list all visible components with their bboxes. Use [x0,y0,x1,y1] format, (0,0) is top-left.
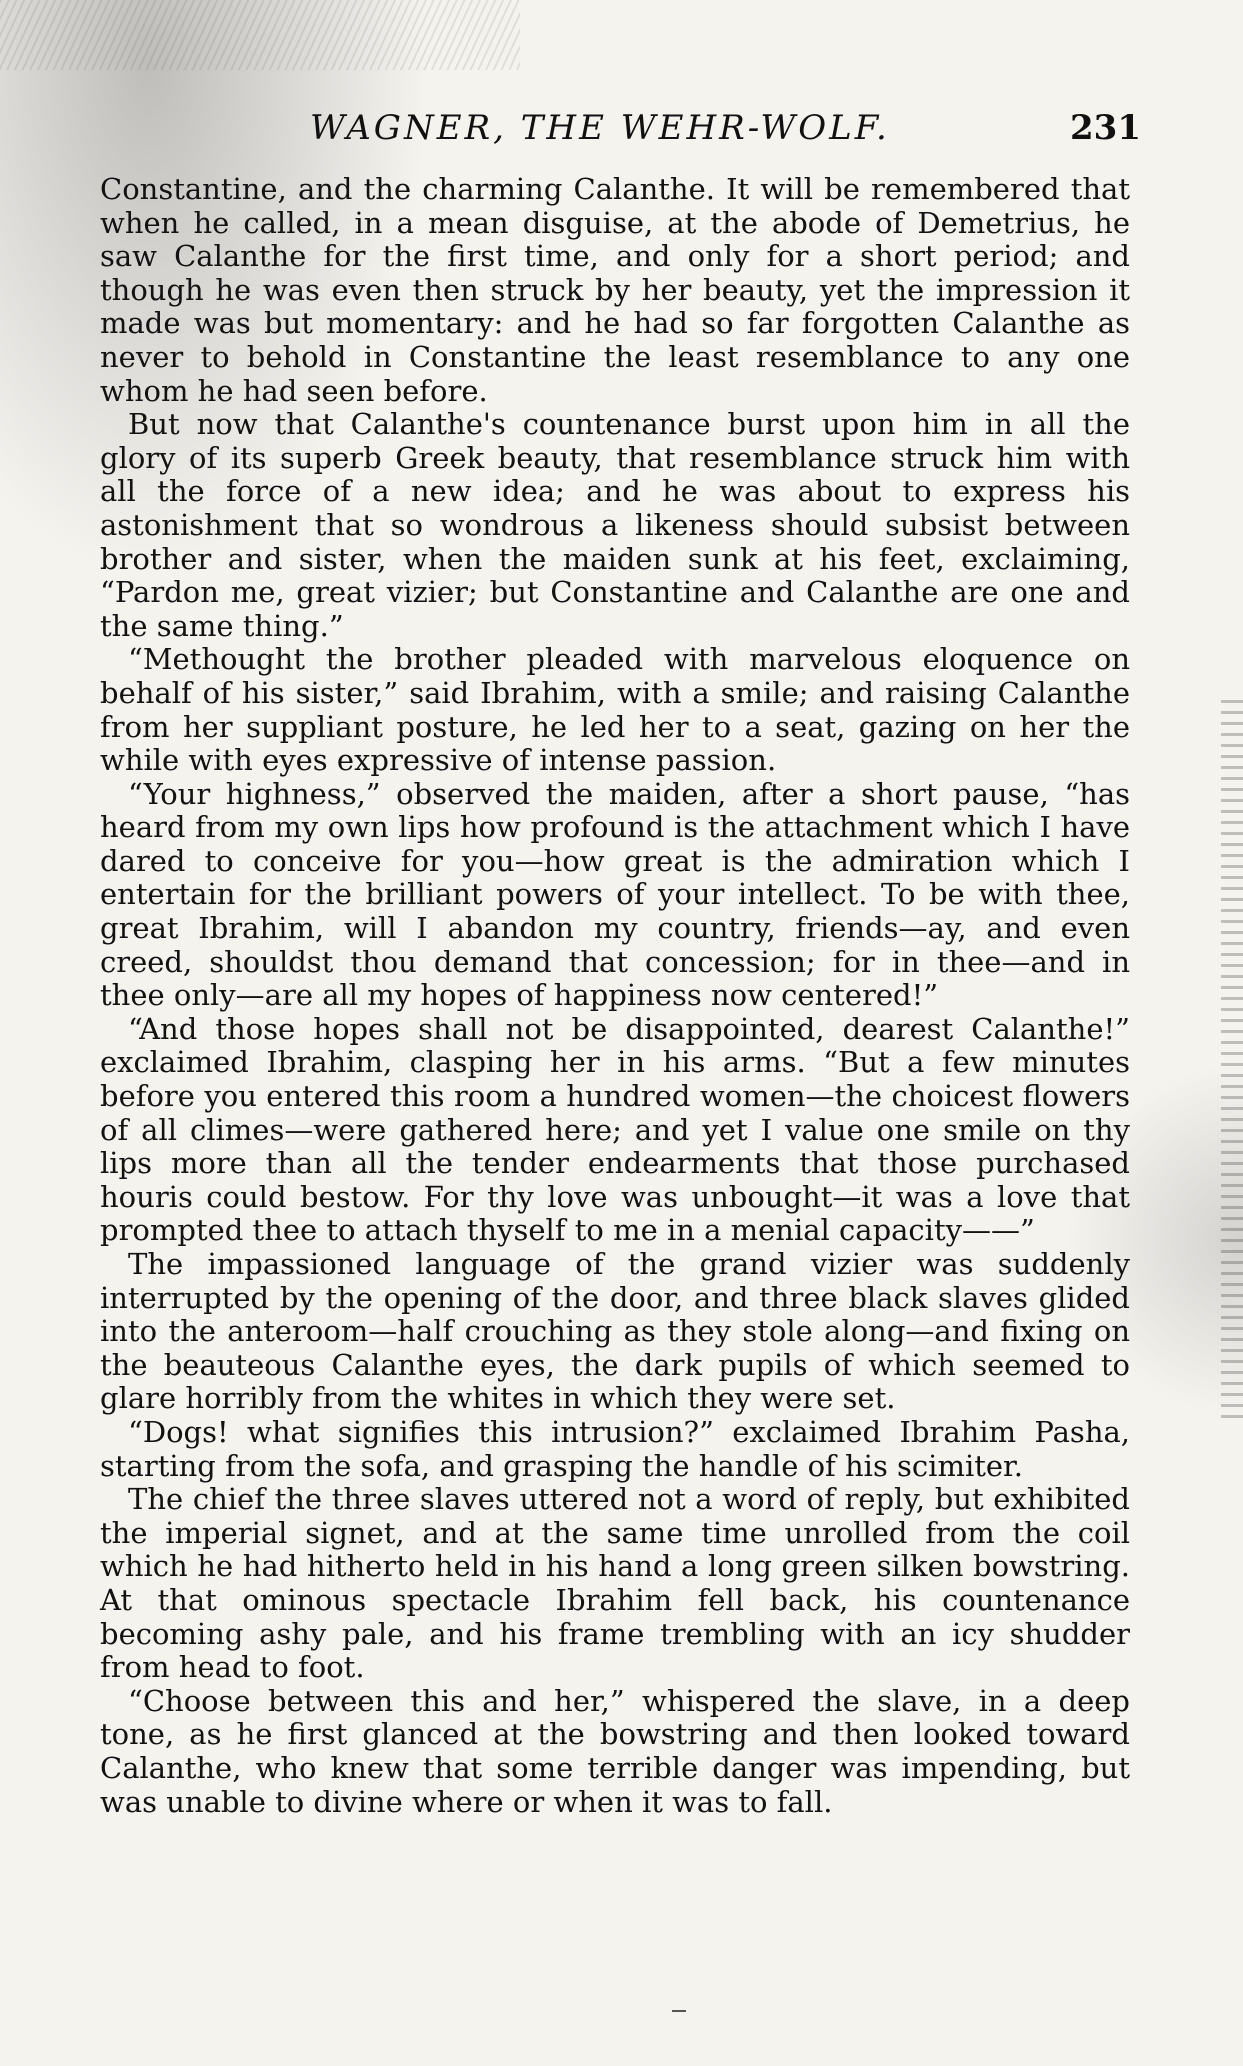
paragraph: “And those hopes shall not be disappointed, dearest Calanthe!” exclaimed Ibrahim, clasping her in his arms. “But a few minutes before you entered this room a hundred women—the choicest flowers of all climes—were gathered here; and yet I value one smile on thy lips more than all the tender endearments that those purchased houris could bestow. For thy love was unbought—it was a love that prompted thee to attach thyself to me in a menial capacity——” [100,1011,1130,1248]
scan-speckle [0,0,520,70]
running-head: WAGNER, THE WEHR-WOLF. [310,108,890,148]
paragraph: The chief the three slaves uttered not a word of reply, but exhibited the imperial signet, and at the same time unrolled from the coil which he had hitherto held in his hand a long green silken bowstring. At that ominous spectacle Ibrahim fell back, his countenance becoming ashy pale, and his frame trembling with an icy shudder from head to foot. [100,1482,1130,1685]
paragraph: The impassioned language of the grand vizier was suddenly interrupted by the opening of the door, and three black slaves glided into the anteroom—half crouching as they stole along—and fixing on the beauteous Calanthe eyes, the dark pupils of which seemed to glare horribly from the whites in which they were set. [100,1247,1130,1416]
paragraph: Constantine, and the charming Calanthe. It will be remembered that when he called, in a mean disguise, at the abode of Demetrius, he saw Calanthe for the first time, and only for a short period; and though he was even then struck by her beauty, yet the impression it made was but momentary: and he had so far forgotten Calanthe as never to behold in Constantine the least resemblance to any one whom he had seen before. [100,172,1130,408]
paragraph: “Methought the brother pleaded with marvelous eloquence on behalf of his sister,” said Ibrahim, with a smile; and raising Calanthe from her suppliant posture, he led her to a seat, gazing on her the while with eyes expressive of intense passion. [100,642,1130,778]
scan-edge-shadow [1221,700,1243,1420]
page-header [0,108,1243,158]
paragraph: “Dogs! what signifies this intrusion?” exclaimed Ibrahim Pasha, starting from the sofa, and grasping the handle of his scimiter. [100,1414,1130,1483]
page-number: 231 [1070,108,1141,148]
paragraph: But now that Calanthe's countenance burst upon him in all the glory of its superb Greek beauty, that resemblance struck him with all the force of a new idea; and he was about to express his astonishment that so wondrous a likeness should subsist between brother and sister, when the maiden sunk at his feet, exclaiming, “Pardon me, great vizier; but Constantine and Calanthe are one and the same thing.” [100,407,1130,643]
body-text [100,173,1130,1819]
paragraph: “Choose between this and her,” whispered the slave, in a deep tone, as he first glanced at the bowstring and then looked toward Calanthe, who knew that some terrible danger was impending, but was unable to divine where or when it was to fall. [100,1683,1130,1819]
paragraph: “Your highness,” observed the maiden, after a short pause, “has heard from my own lips how profound is the attachment which I have dared to conceive for you—how great is the admiration which I entertain for the brilliant powers of your intellect. To be with thee, great Ibrahim, will I abandon my country, friends—ay, and even creed, shouldst thou demand that concession; for in thee—and in thee only—are all my hopes of happiness now centered!” [100,776,1130,1013]
footer-mark [672,2010,686,2012]
